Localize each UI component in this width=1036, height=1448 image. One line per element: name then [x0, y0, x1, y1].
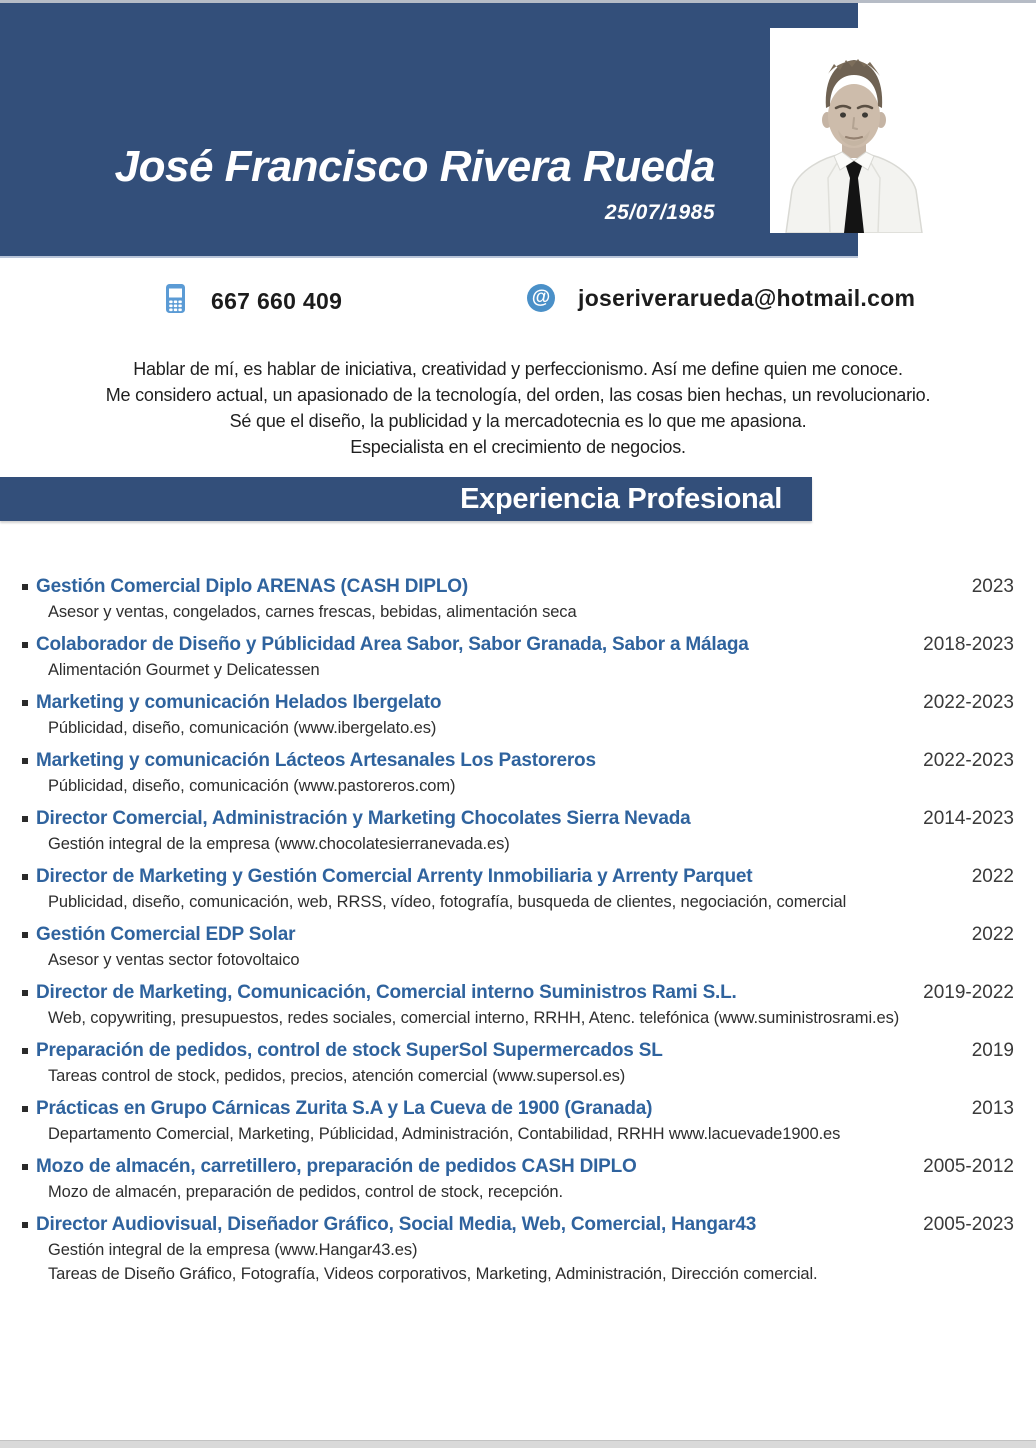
experience-entry	[22, 806, 1014, 856]
header-name-block	[60, 141, 715, 225]
job-title: Gestión Comercial Diplo ARENAS (CASH DIPLO)	[36, 576, 468, 597]
phone-number[interactable]: 667 660 409	[211, 287, 343, 314]
job-title: Colaborador de Diseño y Públicidad Area Sabor, Sabor Granada, Sabor a Málaga	[36, 634, 749, 655]
bullet-icon	[22, 816, 28, 822]
experience-entry-head	[22, 1154, 1014, 1180]
experience-entry	[22, 1154, 1014, 1204]
job-period: 2022	[971, 866, 1014, 887]
bullet-icon	[22, 700, 28, 706]
job-description: Departamento Comercial, Marketing, Públicidad, Administración, Contabilidad, RRHH www.lacuevade1900.es	[48, 1125, 841, 1143]
experience-entry	[22, 632, 1014, 682]
experience-entry	[22, 922, 1014, 972]
experience-entry-head	[22, 574, 1014, 600]
job-title: Director de Marketing, Comunicación, Comercial interno Suministros Rami S.L.	[36, 982, 737, 1003]
job-description: Asesor y ventas, congelados, carnes frescas, bebidas, alimentación seca	[48, 603, 577, 621]
header-banner	[0, 3, 858, 258]
experience-entry-head	[22, 1212, 1014, 1238]
bullet-icon	[22, 1164, 28, 1170]
job-description: Gestión integral de la empresa (www.Hangar43.es)	[48, 1241, 418, 1259]
summary-line: Sé que el diseño, la publicidad y la mercadotecnia es lo que me apasiona.	[229, 411, 807, 431]
bullet-icon	[22, 584, 28, 590]
email-contact	[527, 284, 915, 312]
job-description: Mozo de almacén, preparación de pedidos, control de stock, recepción.	[48, 1183, 563, 1201]
mobile-phone-icon	[165, 283, 186, 319]
experience-entry	[22, 748, 1014, 798]
job-description: Públicidad, diseño, comunicación (www.ibergelato.es)	[48, 719, 437, 737]
experience-list	[22, 574, 1014, 1294]
profile-summary	[0, 356, 1036, 460]
job-title: Marketing y comunicación Helados Ibergelato	[36, 692, 442, 713]
job-period: 2022	[971, 924, 1014, 945]
job-description: Tareas control de stock, pedidos, precios, atención comercial (www.supersol.es)	[48, 1067, 626, 1085]
birth-date: 25/07/1985	[604, 201, 715, 224]
job-period: 2023	[971, 576, 1014, 597]
summary-line: Me considero actual, un apasionado de la tecnología, del orden, las cosas bien hechas, un revolucionario.	[105, 385, 931, 405]
experience-entry-head	[22, 980, 1014, 1006]
job-title: Marketing y comunicación Lácteos Artesanales Los Pastoreros	[36, 750, 596, 771]
job-title: Prácticas en Grupo Cárnicas Zurita S.A y La Cueva de 1900 (Granada)	[36, 1098, 653, 1119]
job-period: 2022-2023	[923, 692, 1014, 713]
experience-entry	[22, 980, 1014, 1030]
experience-entry	[22, 1212, 1014, 1286]
experience-entry-head	[22, 1096, 1014, 1122]
job-description: Publicidad, diseño, comunicación, web, RRSS, vídeo, fotografía, busqueda de clientes, negociación, comercial	[48, 893, 847, 911]
job-title: Gestión Comercial EDP Solar	[36, 924, 296, 945]
section-header-bar	[0, 477, 812, 521]
experience-entry	[22, 1038, 1014, 1088]
section-title: Experiencia Profesional	[460, 483, 782, 515]
job-description: Asesor y ventas sector fotovoltaico	[48, 951, 300, 969]
email-at-icon: @	[527, 284, 555, 312]
job-period: 2018-2023	[923, 634, 1014, 655]
experience-entry	[22, 690, 1014, 740]
person-name: José Francisco Rivera Rueda	[114, 142, 715, 191]
bullet-icon	[22, 874, 28, 880]
experience-entry-head	[22, 864, 1014, 890]
job-period: 2019-2022	[923, 982, 1014, 1003]
experience-entry-head	[22, 806, 1014, 832]
bullet-icon	[22, 1048, 28, 1054]
bullet-icon	[22, 1106, 28, 1112]
experience-entry	[22, 1096, 1014, 1146]
summary-line: Especialista en el crecimiento de negocios.	[350, 437, 686, 457]
viewer-bottom-edge	[0, 1440, 1036, 1448]
job-period: 2005-2012	[923, 1156, 1014, 1177]
bullet-icon	[22, 758, 28, 764]
job-title: Director Comercial, Administración y Marketing Chocolates Sierra Nevada	[36, 808, 691, 829]
summary-line: Hablar de mí, es hablar de iniciativa, creatividad y perfeccionismo. Así me define quien me conoce.	[133, 359, 903, 379]
job-title: Mozo de almacén, carretillero, preparación de pedidos CASH DIPLO	[36, 1156, 637, 1177]
job-period: 2022-2023	[923, 750, 1014, 771]
job-description: Tareas de Diseño Gráfico, Fotografía, Videos corporativos, Marketing, Administración, Dirección comercial.	[48, 1265, 818, 1283]
portrait-photo	[770, 28, 938, 233]
job-title: Director Audiovisual, Diseñador Gráfico, Social Media, Web, Comercial, Hangar43	[36, 1214, 757, 1235]
experience-entry-head	[22, 1038, 1014, 1064]
bullet-icon	[22, 990, 28, 996]
bullet-icon	[22, 932, 28, 938]
experience-entry	[22, 574, 1014, 624]
experience-entry-head	[22, 632, 1014, 658]
email-address[interactable]: joseriverarueda@hotmail.com	[578, 284, 916, 311]
job-title: Director de Marketing y Gestión Comercial Arrenty Inmobiliaria y Arrenty Parquet	[36, 866, 753, 887]
experience-entry-head	[22, 748, 1014, 774]
job-period: 2005-2023	[923, 1214, 1014, 1235]
experience-entry-head	[22, 690, 1014, 716]
job-period: 2014-2023	[923, 808, 1014, 829]
job-period: 2013	[971, 1098, 1014, 1119]
phone-contact	[165, 283, 342, 319]
portrait-photo-illustration	[770, 28, 938, 233]
job-period: 2019	[971, 1040, 1014, 1061]
job-description: Web, copywriting, presupuestos, redes sociales, comercial interno, RRHH, Atenc. telefónica (www.suministrosrami.es)	[48, 1009, 900, 1027]
experience-entry-head	[22, 922, 1014, 948]
job-description: Gestión integral de la empresa (www.chocolatesierranevada.es)	[48, 835, 510, 853]
bullet-icon	[22, 642, 28, 648]
bullet-icon	[22, 1222, 28, 1228]
job-title: Preparación de pedidos, control de stock SuperSol Supermercados SL	[36, 1040, 663, 1061]
job-description: Públicidad, diseño, comunicación (www.pastoreros.com)	[48, 777, 456, 795]
job-description: Alimentación Gourmet y Delicatessen	[48, 661, 320, 679]
experience-entry	[22, 864, 1014, 914]
